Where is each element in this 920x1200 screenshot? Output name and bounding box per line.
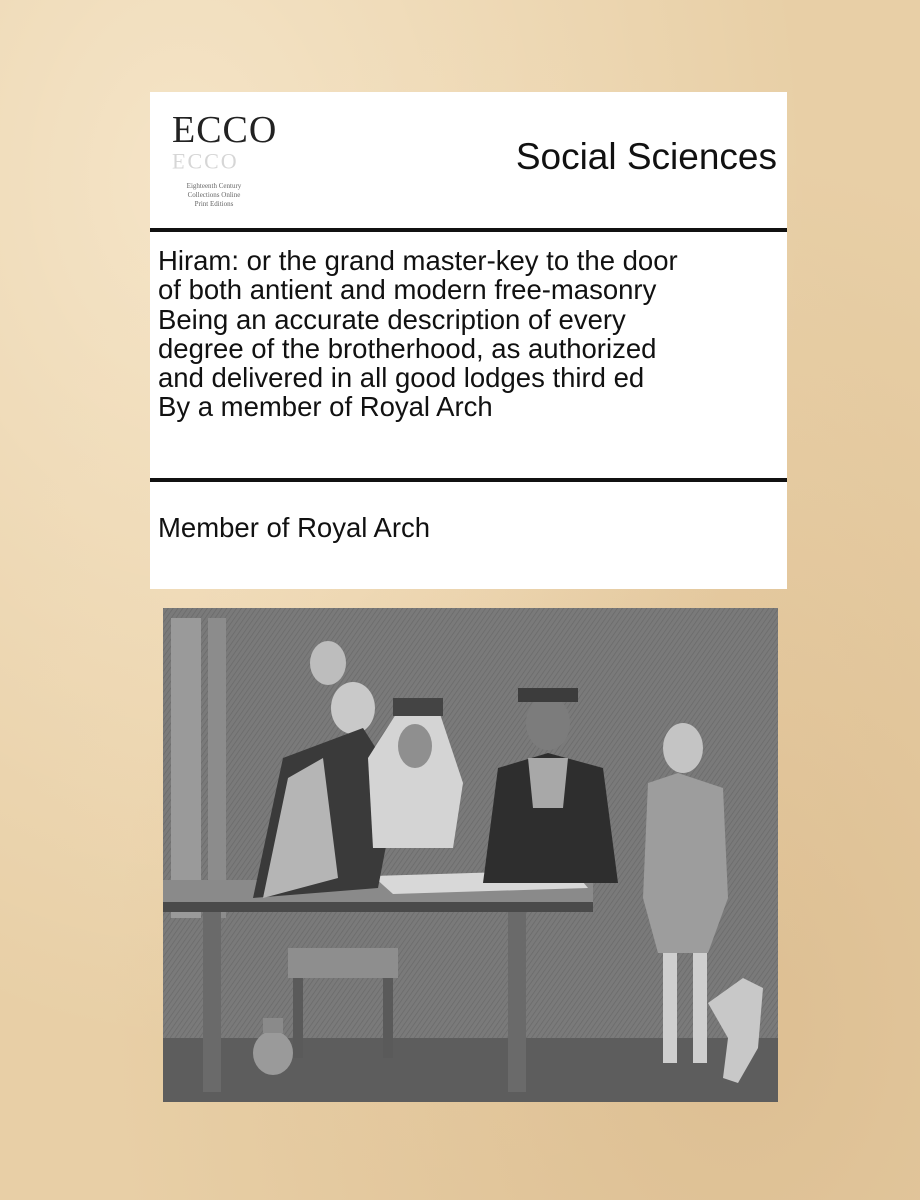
- title-line: Hiram: or the grand master-key to the door: [158, 245, 678, 276]
- title-line: By a member of Royal Arch: [158, 391, 493, 423]
- bottom-divider: [150, 478, 787, 482]
- ecco-caption-line: Eighteenth Century: [186, 182, 242, 190]
- ecco-logo: [168, 108, 278, 216]
- title-line: degree of the brotherhood, as authorized: [158, 332, 657, 364]
- top-divider: [150, 228, 787, 232]
- engraving-illustration: [163, 608, 778, 1102]
- ecco-caption-line: Print Editions: [194, 200, 234, 208]
- book-title: [158, 246, 783, 422]
- series-header: [150, 92, 787, 228]
- title-panel: [150, 92, 787, 589]
- engraving-icon: [163, 608, 778, 1102]
- title-line: and delivered in all good lodges third ed: [158, 362, 645, 394]
- series-title: Social Sciences: [515, 136, 777, 177]
- ecco-logo-caption: [168, 182, 260, 209]
- ecco-logo-mark: ECCO: [172, 109, 278, 151]
- ecco-caption-line: Collections Online: [187, 191, 241, 199]
- ecco-logo-reflection: ECCO: [172, 149, 239, 174]
- author-name: Member of Royal Arch: [158, 512, 431, 543]
- title-line: of both antient and modern free-masonry: [158, 274, 657, 306]
- title-line: Being an accurate description of every: [158, 303, 626, 335]
